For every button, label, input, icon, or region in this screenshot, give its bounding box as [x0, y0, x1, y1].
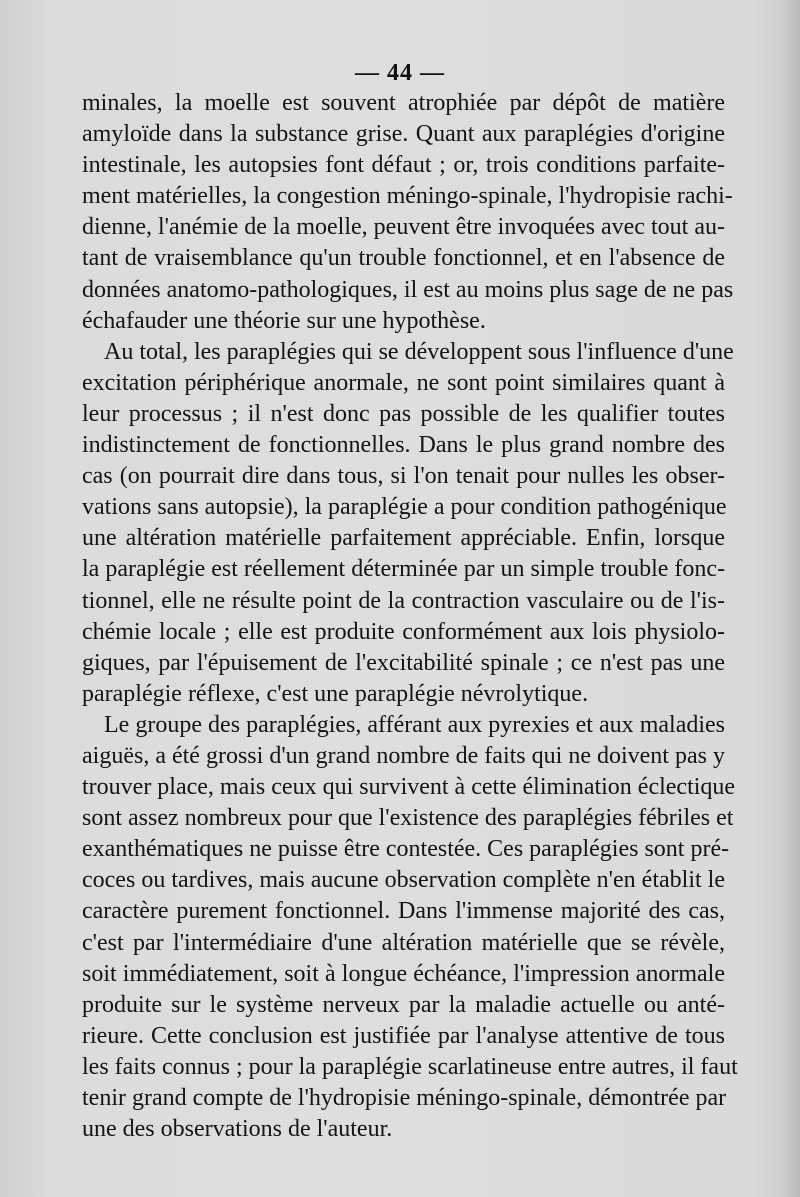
- text-line: aiguës, a été grossi d'un grand nombre de faits qui ne doivent pas y: [82, 742, 725, 769]
- text-line: une des observations de l'auteur.: [82, 1116, 393, 1143]
- text-line: intestinale, les autopsies font défaut ; or, trois conditions parfaite-: [82, 152, 725, 179]
- text-line: Le groupe des paraplégies, afférant aux pyrexies et aux maladies: [104, 711, 725, 738]
- text-line: la paraplégie est réellement déterminée par un simple trouble fonc-: [82, 556, 726, 583]
- text-line: amyloïde dans la substance grise. Quant aux paraplégies d'origine: [82, 121, 725, 148]
- text-line: dienne, l'anémie de la moelle, peuvent être invoquées avec tout au-: [82, 214, 725, 241]
- text-line: Au total, les paraplégies qui se développent sous l'influence d'une: [104, 338, 734, 365]
- text-line: minales, la moelle est souvent atrophiée par dépôt de matière: [82, 90, 725, 116]
- text-line: tionnel, elle ne résulte point de la contraction vasculaire ou de l'is-: [82, 587, 725, 614]
- text-line: les faits connus ; pour la paraplégie scarlatineuse entre autres, il faut: [82, 1053, 738, 1080]
- page-number: — 44 —: [355, 60, 445, 86]
- text-line: tant de vraisemblance qu'un trouble fonctionnel, et en l'absence de: [82, 245, 725, 272]
- text-line: excitation périphérique anormale, ne sont point similaires quant à: [82, 369, 725, 396]
- text-line: tenir grand compte de l'hydropisie méningo-spinale, démontrée par: [82, 1085, 727, 1111]
- text-line: coces ou tardives, mais aucune observation complète n'en établit le: [82, 867, 725, 894]
- text-line: données anatomo-pathologiques, il est au moins plus sage de ne pas: [82, 276, 734, 303]
- text-line: une altération matérielle parfaitement appréciable. Enfin, lorsque: [82, 525, 725, 552]
- text-line: trouver place, mais ceux qui survivent à cette élimination éclectique: [82, 774, 736, 801]
- text-line: exanthématiques ne puisse être contestée. Ces paraplégies sont pré-: [82, 836, 730, 863]
- page-edge-shadow: [782, 0, 800, 1197]
- text-line: sont assez nombreux pour que l'existence des paraplégies fébriles et: [82, 805, 734, 832]
- text-line: ment matérielles, la congestion méningo-spinale, l'hydropisie rachi-: [82, 183, 733, 210]
- text-line: c'est par l'intermédiaire d'une altération matérielle que se révèle,: [82, 929, 725, 956]
- text-line: produite sur le système nerveux par la maladie actuelle ou anté-: [82, 991, 725, 1018]
- text-line: caractère purement fonctionnel. Dans l'immense majorité des cas,: [82, 898, 725, 925]
- text-line: vations sans autopsie), la paraplégie a pour condition pathogénique: [82, 494, 727, 521]
- text-line: cas (on pourrait dire dans tous, si l'on tenait pour nulles les obser-: [82, 463, 725, 490]
- text-line: paraplégie réflexe, c'est une paraplégie névrolytique.: [82, 680, 589, 707]
- text-line: leur processus ; il n'est donc pas possible de les qualifier toutes: [82, 400, 725, 427]
- text-line: giques, par l'épuisement de l'excitabilité spinale ; ce n'est pas une: [82, 649, 725, 676]
- text-line: soit immédiatement, soit à longue échéance, l'impression anormale: [82, 960, 725, 987]
- body-text: [82, 88, 738, 1145]
- text-line: chémie locale ; elle est produite conformément aux lois physiolo-: [82, 618, 725, 645]
- text-line: indistinctement de fonctionnelles. Dans le plus grand nombre des: [82, 432, 725, 459]
- text-line: rieure. Cette conclusion est justifiée par l'analyse attentive de tous: [82, 1022, 725, 1049]
- text-line: échafauder une théorie sur une hypothèse.: [82, 307, 486, 334]
